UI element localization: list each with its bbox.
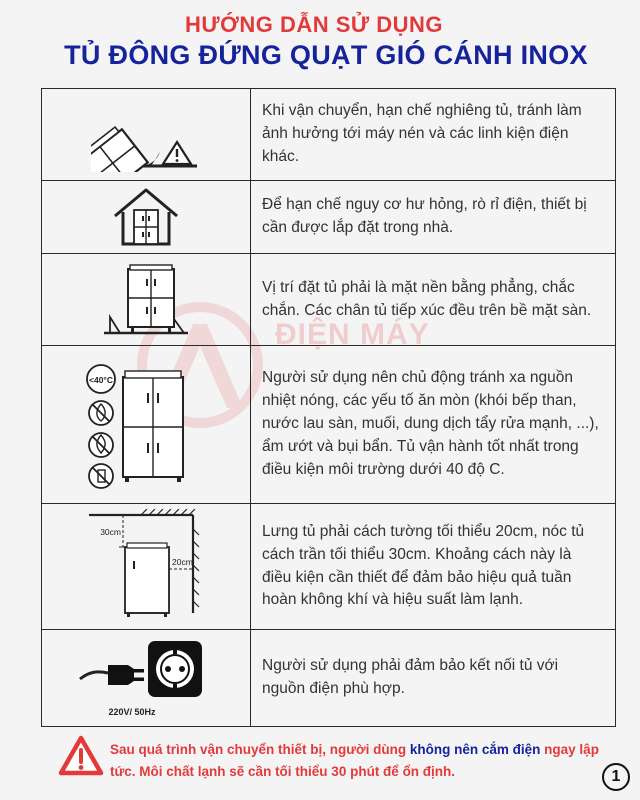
guide-row-transport xyxy=(42,89,616,181)
brand-watermark-text: ĐIỆN MÁY xyxy=(275,318,430,351)
page-title: TỦ ĐÔNG ĐỨNG QUẠT GIÓ CÁNH INOX xyxy=(64,40,588,70)
footer-warning-text: Sau quá trình vận chuyển thiết bị, người dùng không nên cắm điện ngay lập tức. Môi chất lạnh sẽ cần tối thiểu 30 phút để ổn định. xyxy=(110,742,599,779)
guide-icon-cell xyxy=(42,504,251,630)
wall-gap-label: 20cm xyxy=(172,556,193,567)
cabinet-on-floor-icon xyxy=(96,261,196,339)
power-plug-socket-icon xyxy=(76,635,216,721)
power-spec-label: 220V/ 50Hz xyxy=(108,707,156,717)
guide-text: Người sử dụng nên chủ động tránh xa nguồn nhiệt nóng, các yếu tố ăn mòn (khói bếp than, nước lau sàn, muối, dung dịch tẩy rửa mạnh, ...), ẩm ướt và bụi bẩn. Tủ vận hành tốt nhất trong điều kiện môi trường dưới 40 độ C. xyxy=(251,346,616,504)
page-header xyxy=(0,8,640,71)
guide-icon-cell xyxy=(42,630,251,727)
usage-guide-table xyxy=(41,88,616,727)
guide-row-power xyxy=(42,630,616,727)
guide-text: Người sử dụng phải đảm bảo kết nối tủ với nguồn điện phù hợp. xyxy=(251,630,616,727)
guide-icon-cell xyxy=(42,181,251,254)
guide-icon-cell xyxy=(42,254,251,346)
environment-hazards-icon xyxy=(81,355,211,495)
guide-row-indoor xyxy=(42,181,616,254)
ceiling-gap-label: 30cm xyxy=(100,526,121,537)
warning-triangle-icon xyxy=(58,735,104,777)
guide-row-floor xyxy=(42,254,616,346)
page-number: 1 xyxy=(602,763,630,791)
guide-text: Khi vận chuyển, hạn chế nghiêng tủ, tránh làm ảnh hưởng tới máy nén và các linh kiện điện khác. xyxy=(251,89,616,181)
page-subtitle: HƯỚNG DẪN SỬ DỤNG xyxy=(184,12,444,37)
guide-text: Vị trí đặt tủ phải là mặt nền bằng phẳng, chắc chắn. Các chân tủ tiếp xúc đều trên bề mặt sàn. xyxy=(251,254,616,346)
house-cabinet-icon xyxy=(111,186,181,248)
wall-clearance-icon xyxy=(81,509,211,625)
guide-row-clearance xyxy=(42,504,616,630)
guide-text: Lưng tủ phải cách tường tối thiểu 20cm, nóc tủ cách trần tối thiểu 30cm. Khoảng cách này là điều kiện cần thiết để đảm bảo hiệu quả tuần hoàn không khí và hiệu suất làm lạnh. xyxy=(251,504,616,630)
guide-icon-cell xyxy=(42,346,251,504)
guide-icon-cell xyxy=(42,89,251,181)
guide-text: Để hạn chế nguy cơ hư hỏng, rò rỉ điện, thiết bị cần được lắp đặt trong nhà. xyxy=(251,181,616,254)
guide-row-environment xyxy=(42,346,616,504)
tilted-cabinet-warning-icon xyxy=(91,98,201,172)
temperature-label: <40°C xyxy=(89,374,113,385)
